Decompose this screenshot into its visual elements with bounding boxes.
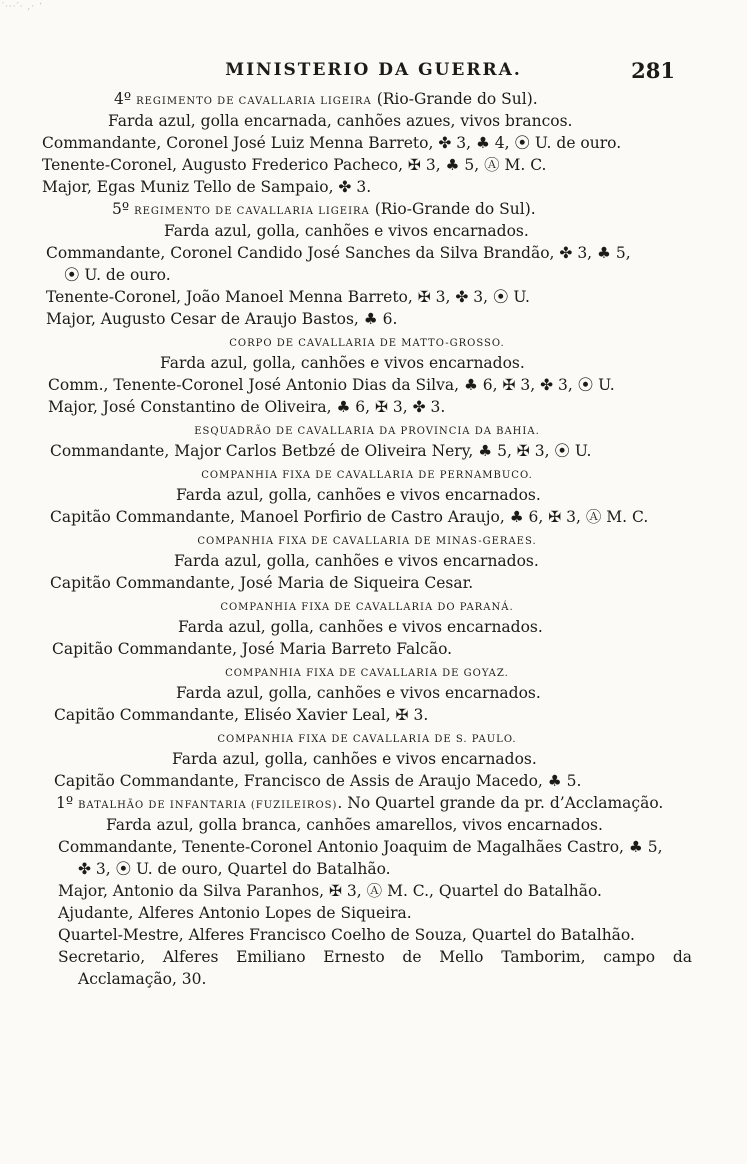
- small-caps-heading: REGIMENTO DE CAVALLARIA LIGEIRA: [136, 96, 372, 107]
- line-text: Major, José Constantino de Oliveira, ♣ 6, ✠ 3, ✤ 3.: [48, 398, 446, 416]
- text-line: [42, 616, 692, 638]
- small-caps-heading: REGIMENTO DE CAVALLARIA LIGEIRA: [134, 206, 370, 217]
- line-text: Farda azul, golla encarnada, canhões azues, vivos brancos.: [108, 112, 573, 130]
- line-text: ⦿ U. de ouro.: [64, 266, 171, 284]
- line-text: Major, Augusto Cesar de Araujo Bastos, ♣ 6.: [46, 310, 398, 328]
- line-text: Farda azul, golla, canhões e vivos encarnados.: [160, 354, 525, 372]
- line-text: Capitão Commandante, Manoel Porfirio de Castro Araujo, ♣ 6, ✠ 3, Ⓐ M. C.: [50, 508, 649, 526]
- small-caps-heading: ESQUADRÃO DE CAVALLARIA DA PROVINCIA DA BAHIA.: [194, 426, 540, 437]
- line-text: Commandante, Major Carlos Betbzé de Oliveira Nery, ♣ 5, ✠ 3, ⦿ U.: [50, 442, 592, 460]
- text-line: [42, 374, 692, 396]
- line-text: Farda azul, golla, canhões e vivos encarnados.: [178, 618, 543, 636]
- text-line: [42, 88, 692, 110]
- line-text: 4º: [114, 90, 137, 108]
- line-text: Farda azul, golla, canhões e vivos encarnados.: [164, 222, 529, 240]
- text-line: [42, 726, 692, 748]
- small-caps-heading: CORPO DE CAVALLARIA DE MATTO-GROSSO.: [229, 338, 505, 349]
- text-line: [42, 660, 692, 682]
- line-text: Major, Antonio da Silva Paranhos, ✠ 3, Ⓐ M. C., Quartel do Batalhão.: [58, 882, 602, 900]
- text-line: [42, 198, 692, 220]
- text-line: [42, 330, 692, 352]
- line-text: 1º: [56, 794, 79, 812]
- line-text: ✤ 3, ⦿ U. de ouro, Quartel do Batalhão.: [78, 860, 391, 878]
- scan-speckle: ′···′· ,· ‘: [2, 2, 43, 12]
- text-line: [42, 572, 692, 594]
- line-text: Capitão Commandante, José Maria de Siqueira Cesar.: [50, 574, 474, 592]
- line-text: Capitão Commandante, Francisco de Assis de Araujo Macedo, ♣ 5.: [54, 772, 582, 790]
- small-caps-heading: COMPANHIA FIXA DE CAVALLARIA DE PERNAMBUCO.: [201, 470, 533, 481]
- text-line: [42, 924, 692, 946]
- text-line: [42, 286, 692, 308]
- text-line: [42, 462, 692, 484]
- text-line: [42, 946, 692, 968]
- line-text: 5º: [112, 200, 135, 218]
- line-text: Major, Egas Muniz Tello de Sampaio, ✤ 3.: [42, 178, 372, 196]
- text-line: [42, 770, 692, 792]
- text-line: [42, 704, 692, 726]
- line-text: Commandante, Coronel Candido José Sanches da Silva Brandão, ✤ 3, ♣ 5,: [46, 244, 631, 262]
- line-text: Capitão Commandante, José Maria Barreto Falcão.: [52, 640, 453, 658]
- text-line: [42, 748, 692, 770]
- text-line: [42, 814, 692, 836]
- text-line: [42, 264, 692, 286]
- text-line: [42, 396, 692, 418]
- small-caps-heading: COMPANHIA FIXA DE CAVALLARIA DO PARANÁ.: [220, 602, 514, 613]
- line-text: Farda azul, golla, canhões e vivos encarnados.: [176, 684, 541, 702]
- text-line: [42, 352, 692, 374]
- text-line: [42, 902, 692, 924]
- line-text: Farda azul, golla, canhões e vivos encarnados.: [174, 552, 539, 570]
- text-line: [42, 484, 692, 506]
- line-text: Quartel-Mestre, Alferes Francisco Coelho de Souza, Quartel do Batalhão.: [58, 926, 635, 944]
- line-text: Tenente-Coronel, Augusto Frederico Pacheco, ✠ 3, ♣ 5, Ⓐ M. C.: [42, 156, 547, 174]
- text-line: [42, 858, 692, 880]
- small-caps-heading: COMPANHIA FIXA DE CAVALLARIA DE GOYAZ.: [225, 668, 509, 679]
- text-line: [42, 550, 692, 572]
- text-line: [42, 836, 692, 858]
- text-line: [42, 418, 692, 440]
- line-text: Acclamação, 30.: [78, 970, 207, 988]
- document-body: [42, 88, 692, 990]
- text-line: [42, 968, 692, 990]
- line-text: Capitão Commandante, Eliséo Xavier Leal, ✠ 3.: [54, 706, 429, 724]
- text-line: [42, 176, 692, 198]
- text-line: [42, 682, 692, 704]
- line-text: Farda azul, golla, canhões e vivos encarnados.: [176, 486, 541, 504]
- line-text: Tenente-Coronel, João Manoel Menna Barreto, ✠ 3, ✤ 3, ⦿ U.: [46, 288, 530, 306]
- text-line: [42, 220, 692, 242]
- small-caps-heading: COMPANHIA FIXA DE CAVALLARIA DE S. PAULO.: [217, 734, 517, 745]
- line-text: . No Quartel grande da pr. d’Acclamação.: [337, 794, 664, 812]
- line-text: Commandante, Tenente-Coronel Antonio Joaquim de Magalhães Castro, ♣ 5,: [58, 838, 663, 856]
- line-text: (Rio-Grande do Sul).: [369, 200, 536, 218]
- text-line: [42, 154, 692, 176]
- line-text: Farda azul, golla branca, canhões amarellos, vivos encarnados.: [106, 816, 603, 834]
- text-line: [42, 594, 692, 616]
- text-line: [42, 792, 692, 814]
- text-line: [42, 528, 692, 550]
- text-line: [42, 506, 692, 528]
- page-header: [0, 58, 747, 86]
- small-caps-heading: COMPANHIA FIXA DE CAVALLARIA DE MINAS-GERAES.: [197, 536, 537, 547]
- text-line: [42, 308, 692, 330]
- line-text: Secretario, Alferes Emiliano Ernesto de Mello Tamborim, campo da: [58, 948, 692, 966]
- line-text: Farda azul, golla, canhões e vivos encarnados.: [172, 750, 537, 768]
- line-text: Commandante, Coronel José Luiz Menna Barreto, ✤ 3, ♣ 4, ⦿ U. de ouro.: [42, 134, 622, 152]
- small-caps-heading: BATALHÃO DE INFANTARIA (FUZILEIROS): [78, 800, 338, 811]
- text-line: [42, 440, 692, 462]
- text-line: [42, 132, 692, 154]
- text-line: [42, 880, 692, 902]
- text-line: [42, 242, 692, 264]
- text-line: [42, 110, 692, 132]
- line-text: Ajudante, Alferes Antonio Lopes de Siqueira.: [58, 904, 412, 922]
- text-line: [42, 638, 692, 660]
- page-number: 281: [631, 58, 675, 83]
- line-text: Comm., Tenente-Coronel José Antonio Dias da Silva, ♣ 6, ✠ 3, ✤ 3, ⦿ U.: [48, 376, 615, 394]
- page-title: MINISTERIO DA GUERRA.: [225, 60, 522, 80]
- line-text: (Rio-Grande do Sul).: [371, 90, 538, 108]
